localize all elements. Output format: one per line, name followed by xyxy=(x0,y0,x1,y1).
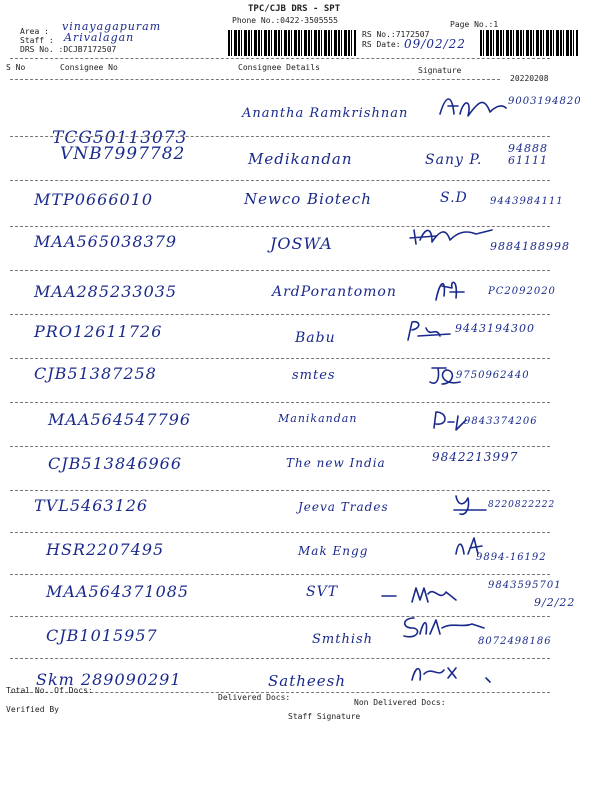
row-9-consignment: CJB513846966 xyxy=(48,454,183,473)
row-2-phone: 94888 61111 xyxy=(508,142,548,167)
area-label: Area : xyxy=(20,27,49,36)
row-3-sign: S.D xyxy=(440,190,468,206)
row-divider-4 xyxy=(10,270,550,271)
non-delivered-docs-label: Non Delivered Docs: xyxy=(354,698,446,707)
row-4-consignment: MAA565038379 xyxy=(34,232,178,251)
row-5-phone: PC2092020 xyxy=(488,286,556,297)
row-divider-7 xyxy=(10,402,550,403)
drs-no-label: DRS No. : xyxy=(20,45,64,54)
row-1-consignee: Anantha Ramkrishnan xyxy=(242,106,409,121)
row-13-phone: 8072498186 xyxy=(478,636,552,647)
row-12-phone: 9843595701 xyxy=(488,580,562,591)
row-1-signature xyxy=(438,92,508,122)
rs-date-value: 09/02/22 xyxy=(404,37,466,51)
row-divider-2 xyxy=(10,180,550,181)
row-10-phone: 8220822222 xyxy=(488,500,556,510)
row-13-consignment: CJB1015957 xyxy=(46,626,158,645)
row-4-phone: 9884188998 xyxy=(490,240,570,253)
row-13-signature xyxy=(396,614,486,642)
row-11-phone: 9894-16192 xyxy=(476,552,547,563)
total-docs-label: Total No. Of Docs: xyxy=(6,686,93,695)
row-8-consignee: Manikandan xyxy=(278,412,358,425)
row-divider-9 xyxy=(10,490,550,491)
drs-barcode xyxy=(228,30,356,56)
document-title: TPC/CJB DRS - SPT xyxy=(248,4,341,14)
col-sno: S No xyxy=(6,63,26,72)
col-consignee: Consignee Details xyxy=(238,63,320,72)
row-11-consignment: HSR2207495 xyxy=(46,540,165,559)
row-8-consignment: MAA564547796 xyxy=(48,410,192,429)
row-divider-1 xyxy=(10,136,550,137)
area-line xyxy=(20,20,162,36)
row-10-signature xyxy=(450,492,490,518)
col-consignment: Consignee No xyxy=(60,63,118,72)
row-1-consignment: TCG50113073 xyxy=(52,128,188,148)
row-14-consignment: Skm 289090291 xyxy=(36,670,182,689)
rs-no-label: RS No.: xyxy=(362,30,396,39)
row-4-signature xyxy=(406,222,496,248)
rs-no-value: 7172507 xyxy=(395,30,430,39)
row-6-consignee: Babu xyxy=(295,330,336,346)
row-14-consignee: Satheesh xyxy=(268,672,347,690)
row-7-consignment: CJB51387258 xyxy=(34,364,157,383)
row-3-consignee: Newco Biotech xyxy=(244,190,372,208)
row-12-consignment: MAA564371085 xyxy=(46,582,190,601)
row-11-consignee: Mak Engg xyxy=(298,544,369,558)
date-stamp: 20220208 xyxy=(510,74,549,83)
row-9-phone: 9842213997 xyxy=(432,450,519,464)
row-8-phone: 9843374206 xyxy=(464,416,538,427)
header-divider-bottom xyxy=(10,79,500,80)
col-signature: Signature xyxy=(418,66,462,75)
row-7-phone: 9750962440 xyxy=(456,370,530,381)
area-value: vinayagapuram xyxy=(62,20,162,33)
rs-date xyxy=(362,37,466,51)
drs-no-value: DCJB7172507 xyxy=(63,45,117,54)
header-divider-top xyxy=(10,58,550,59)
delivered-docs-label: Delivered Docs: xyxy=(218,693,291,702)
staff-label: Staff : xyxy=(20,36,54,45)
phone-value: 0422-3505555 xyxy=(280,16,338,25)
row-3-consignment: MTP0666010 xyxy=(34,190,154,209)
rs-date-label: RS Date: xyxy=(362,40,401,49)
staff-signature-label: Staff Signature xyxy=(288,712,361,721)
row-9-consignee: The new India xyxy=(286,456,386,470)
row-14-signature xyxy=(408,660,498,686)
row-5-consignment: MAA285233035 xyxy=(34,282,178,301)
row-10-consignee: Jeeva Trades xyxy=(298,500,389,514)
verified-by-label: Verified By xyxy=(6,705,59,714)
phone-line xyxy=(232,16,338,25)
row-10-consignment: TVL5463126 xyxy=(34,496,149,515)
row-divider-10 xyxy=(10,532,550,533)
row-12-consignee: SVT xyxy=(306,584,339,600)
page-number xyxy=(450,20,498,29)
row-6-consignment: PRO12611726 xyxy=(34,322,163,341)
row-13-consignee: Smthish xyxy=(312,632,374,647)
row-1-phone: 9003194820 xyxy=(508,96,582,107)
row-4-consignee: JOSWA xyxy=(270,234,333,253)
row-6-phone: 9443194300 xyxy=(455,322,535,335)
row-divider-8 xyxy=(10,446,550,447)
drs-number xyxy=(20,45,116,54)
row-6-signature xyxy=(404,318,454,342)
row-divider-13 xyxy=(10,658,550,659)
page-no-label: Page No.: xyxy=(450,20,494,29)
row-divider-6 xyxy=(10,358,550,359)
row-12-note: 9/2/22 xyxy=(534,596,576,609)
row-7-consignee: smtes xyxy=(292,368,336,383)
row-2-consignment: VNB7997782 xyxy=(60,144,186,164)
phone-label: Phone No.: xyxy=(232,16,281,25)
row-12-signature xyxy=(380,582,460,608)
row-divider-11 xyxy=(10,574,550,575)
row-3-phone: 9443984111 xyxy=(490,196,564,207)
staff-value: Arivalagan xyxy=(64,31,135,44)
page-no-value: 1 xyxy=(493,20,499,29)
row-2-sign: Sany P. xyxy=(425,152,483,168)
row-5-signature xyxy=(430,276,470,304)
rs-barcode xyxy=(480,30,578,56)
row-divider-5 xyxy=(10,314,550,315)
row-5-consignee: ArdPorantomon xyxy=(272,284,397,300)
row-2-consignee: Medikandan xyxy=(248,150,353,168)
